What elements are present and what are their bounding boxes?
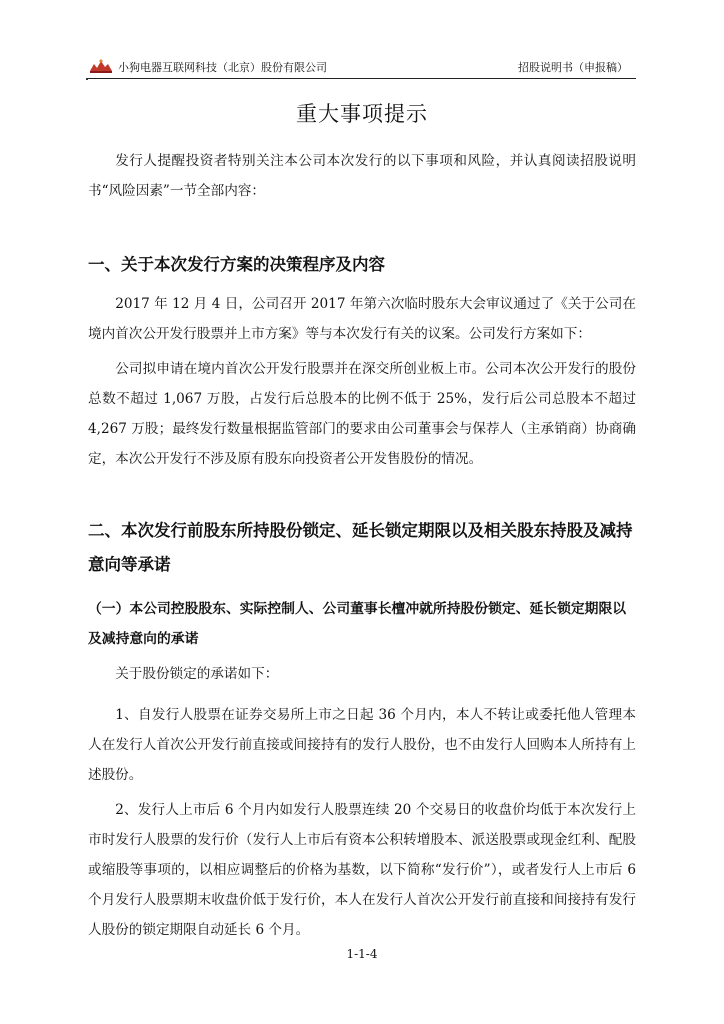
commitment-item-2: 2、发行人上市后 6 个月内如发行人股票连续 20 个交易日的收盘价均低于本次发行上市时发行人股票的发行价（发行人上市后有资本公积转增股本、派送股票或现金红利、配股或缩股等事项的，以相应调整后的价格为基数，以下简称“发行价”），或者发行人上市后 6 个月发行人股票期末收盘价低于发行价，本人在发行人首次公开发行前直接和间接持有发行人股份的锁定期限自动延长 6 个月。 bbox=[88, 802, 636, 938]
section1-paragraph-1: 2017 年 12 月 4 日，公司召开 2017 年第六次临时股东大会审议通过了《关于公司在境内首次公开发行股票并上市方案》等与本次发行有关的议案。公司发行方案如下： bbox=[88, 296, 636, 342]
intro-paragraph: 发行人提醒投资者特别关注本公司本次发行的以下事项和风险，并认真阅读招股说明书“风险因素”一节全部内容： bbox=[88, 153, 636, 199]
commitment-item-1: 1、自发行人股票在证券交易所上市之日起 36 个月内，本人不转让或委托他人管理本人在发行人首次公开发行前直接或间接持有的发行人股份，也不由发行人回购本人所持有上述股份。 bbox=[88, 707, 636, 783]
header-company-name: 小狗电器互联网科技（北京）股份有限公司 bbox=[118, 61, 327, 74]
section2-subheading-1: （一）本公司控股股东、实际控制人、公司董事长檀冲就所持股份锁定、延长锁定期限以及减持意向的承诺 bbox=[88, 601, 627, 647]
section1-heading: 一、关于本次发行方案的决策程序及内容 bbox=[88, 255, 385, 274]
page-title: 重大事项提示 bbox=[296, 102, 428, 126]
page-number: 1-1-4 bbox=[346, 947, 378, 961]
lock-commitment-lead: 关于股份锁定的承诺如下： bbox=[115, 666, 279, 682]
header-dot bbox=[86, 78, 88, 80]
section2-heading: 二、本次发行前股东所持股份锁定、延长锁定期限以及相关股东持股及减持意向等承诺 bbox=[88, 521, 633, 574]
section1-paragraph-2: 公司拟申请在境内首次公开发行股票并在深交所创业板上市。公司本次公开发行的股份总数不超过 1,067 万股，占发行后总股本的比例不低于 25%，发行后公司总股本不超过 4,267 万股；最终发行数量根据监管部门的要求由公司董事会与保荐人（主承销商）协商确定，本次公开发行不涉及原有股东向投资者公开发售股份的情况。 bbox=[88, 361, 636, 467]
page-header bbox=[88, 56, 636, 79]
header-document-type: 招股说明书（申报稿） bbox=[518, 61, 628, 74]
company-logo-icon bbox=[88, 58, 114, 74]
